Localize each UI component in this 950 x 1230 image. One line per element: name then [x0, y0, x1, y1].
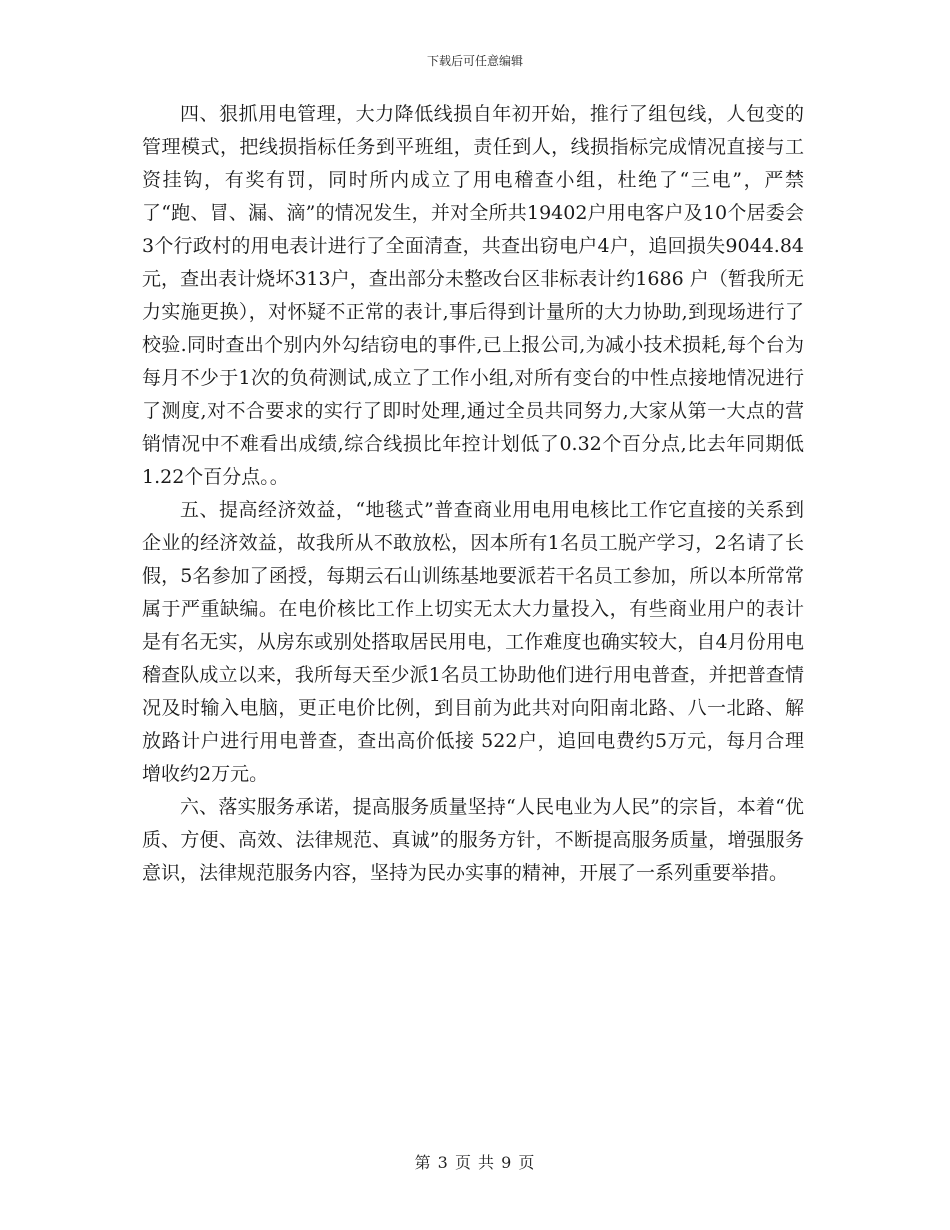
page-number-footer: 第 3 页 共 9 页: [414, 1153, 536, 1172]
paragraph-five: 五、提高经济效益，“地毯式”普查商业用电用电核比工作它直接的关系到企业的经济效益，故我所从不敢放松，因本所有1名员工脱产学习，2名请了长假，5名参加了函授，每期云石山训练基地要派若干名员工参加，所以本所常常属于严重缺编。在电价核比工作上切实无太大力量投入，有些商业用户的表计是有名无实，从房东或别处搭取居民用电，工作难度也确实较大，自4月份用电稽查队成立以来，我所每天至少派1名员工协助他们进行用电普查，并把普查情况及时输入电脑，更正电价比例，到目前为此共对向阳南北路、八一北路、解放路计户进行用电普查，查出高价低接 522户，追回电费约5万元，每月合理增收约2万元。: [142, 499, 804, 785]
document-body: [142, 98, 804, 890]
paragraph-four: 四、狠抓用电管理，大力降低线损自年初开始，推行了组包线，人包变的管理模式，把线损指标任务到平班组，责任到人，线损指标完成情况直接与工资挂钩，有奖有罚，同时所内成立了用电稽查小组，杜绝了“三电”，严禁了“跑、冒、漏、滴”的情况发生，并对全所共19402户用电客户及10个居委会3个行政村的用电表计进行了全面清查，共查出窃电户4户，追回损失9044.84 元，查出表计烧坏313户，查出部分未整改台区非标表计约1686 户（暂我所无力实施更换），对怀疑不正常的表计,事后得到计量所的大力协助,到现场进行了校验.同时查出个别内外勾结窃电的事件,已上报公司,为减小技术损耗,每个台为每月不少于1次的负荷测试,成立了工作小组,对所有变台的中性点接地情况进行了测度,对不合要求的实行了即时处理,通过全员共同努力,大家从第一大点的营销情况中不难看出成绩,综合线损比年控计划低了0.32个百分点,比去年同期低1.22个百分点。。: [142, 103, 804, 488]
page-header: 下载后可任意编辑: [426, 54, 523, 68]
paragraph-six: 六、落实服务承诺，提高服务质量坚持“人民电业为人民”的宗旨，本着“优质、方便、高效、法律规范、真诚”的服务方针，不断提高服务质量，增强服务意识，法律规范服务内容，坚持为民办实事的精神，开展了一系列重要举措。: [142, 796, 804, 884]
